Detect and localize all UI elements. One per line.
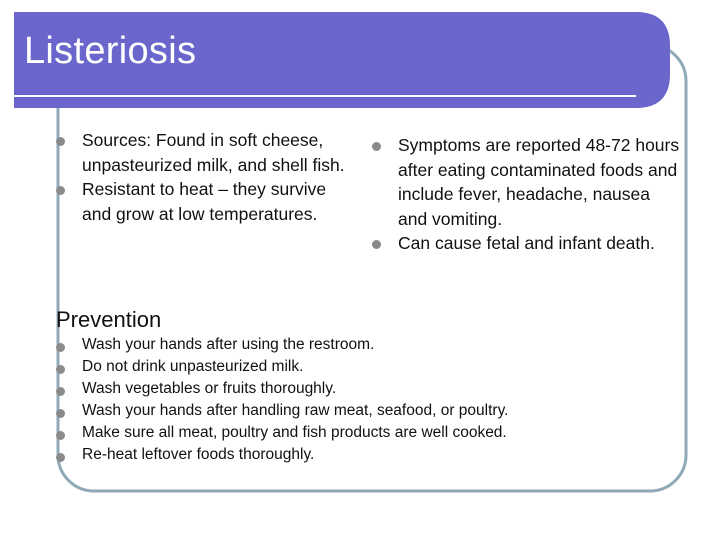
left-column [56,128,346,226]
left-bullet-sources: Sources: Found in soft cheese, unpasteurized milk, and shell fish. [56,128,346,177]
prevention-heading: Prevention [56,307,162,332]
prevention-item: Wash your hands after using the restroom. [56,334,656,356]
right-bullet-fetal-death: Can cause fetal and infant death. [372,231,682,256]
prevention-item: Wash vegetables or fruits thoroughly. [56,378,656,400]
prevention-item: Re-heat leftover foods thoroughly. [56,444,656,466]
right-column [372,133,682,256]
prevention-item: Make sure all meat, poultry and fish products are well cooked. [56,422,656,444]
right-bullet-symptoms: Symptoms are reported 48-72 hours after eating contaminated foods and include fever, headache, nausea and vomiting. [372,133,682,231]
left-bullet-heat-resistance: Resistant to heat – they survive and grow at low temperatures. [56,177,346,226]
prevention-list [56,334,656,466]
prevention-item: Wash your hands after handling raw meat, seafood, or poultry. [56,400,656,422]
slide-title: Listeriosis [24,30,197,72]
prevention-item: Do not drink unpasteurized milk. [56,356,656,378]
